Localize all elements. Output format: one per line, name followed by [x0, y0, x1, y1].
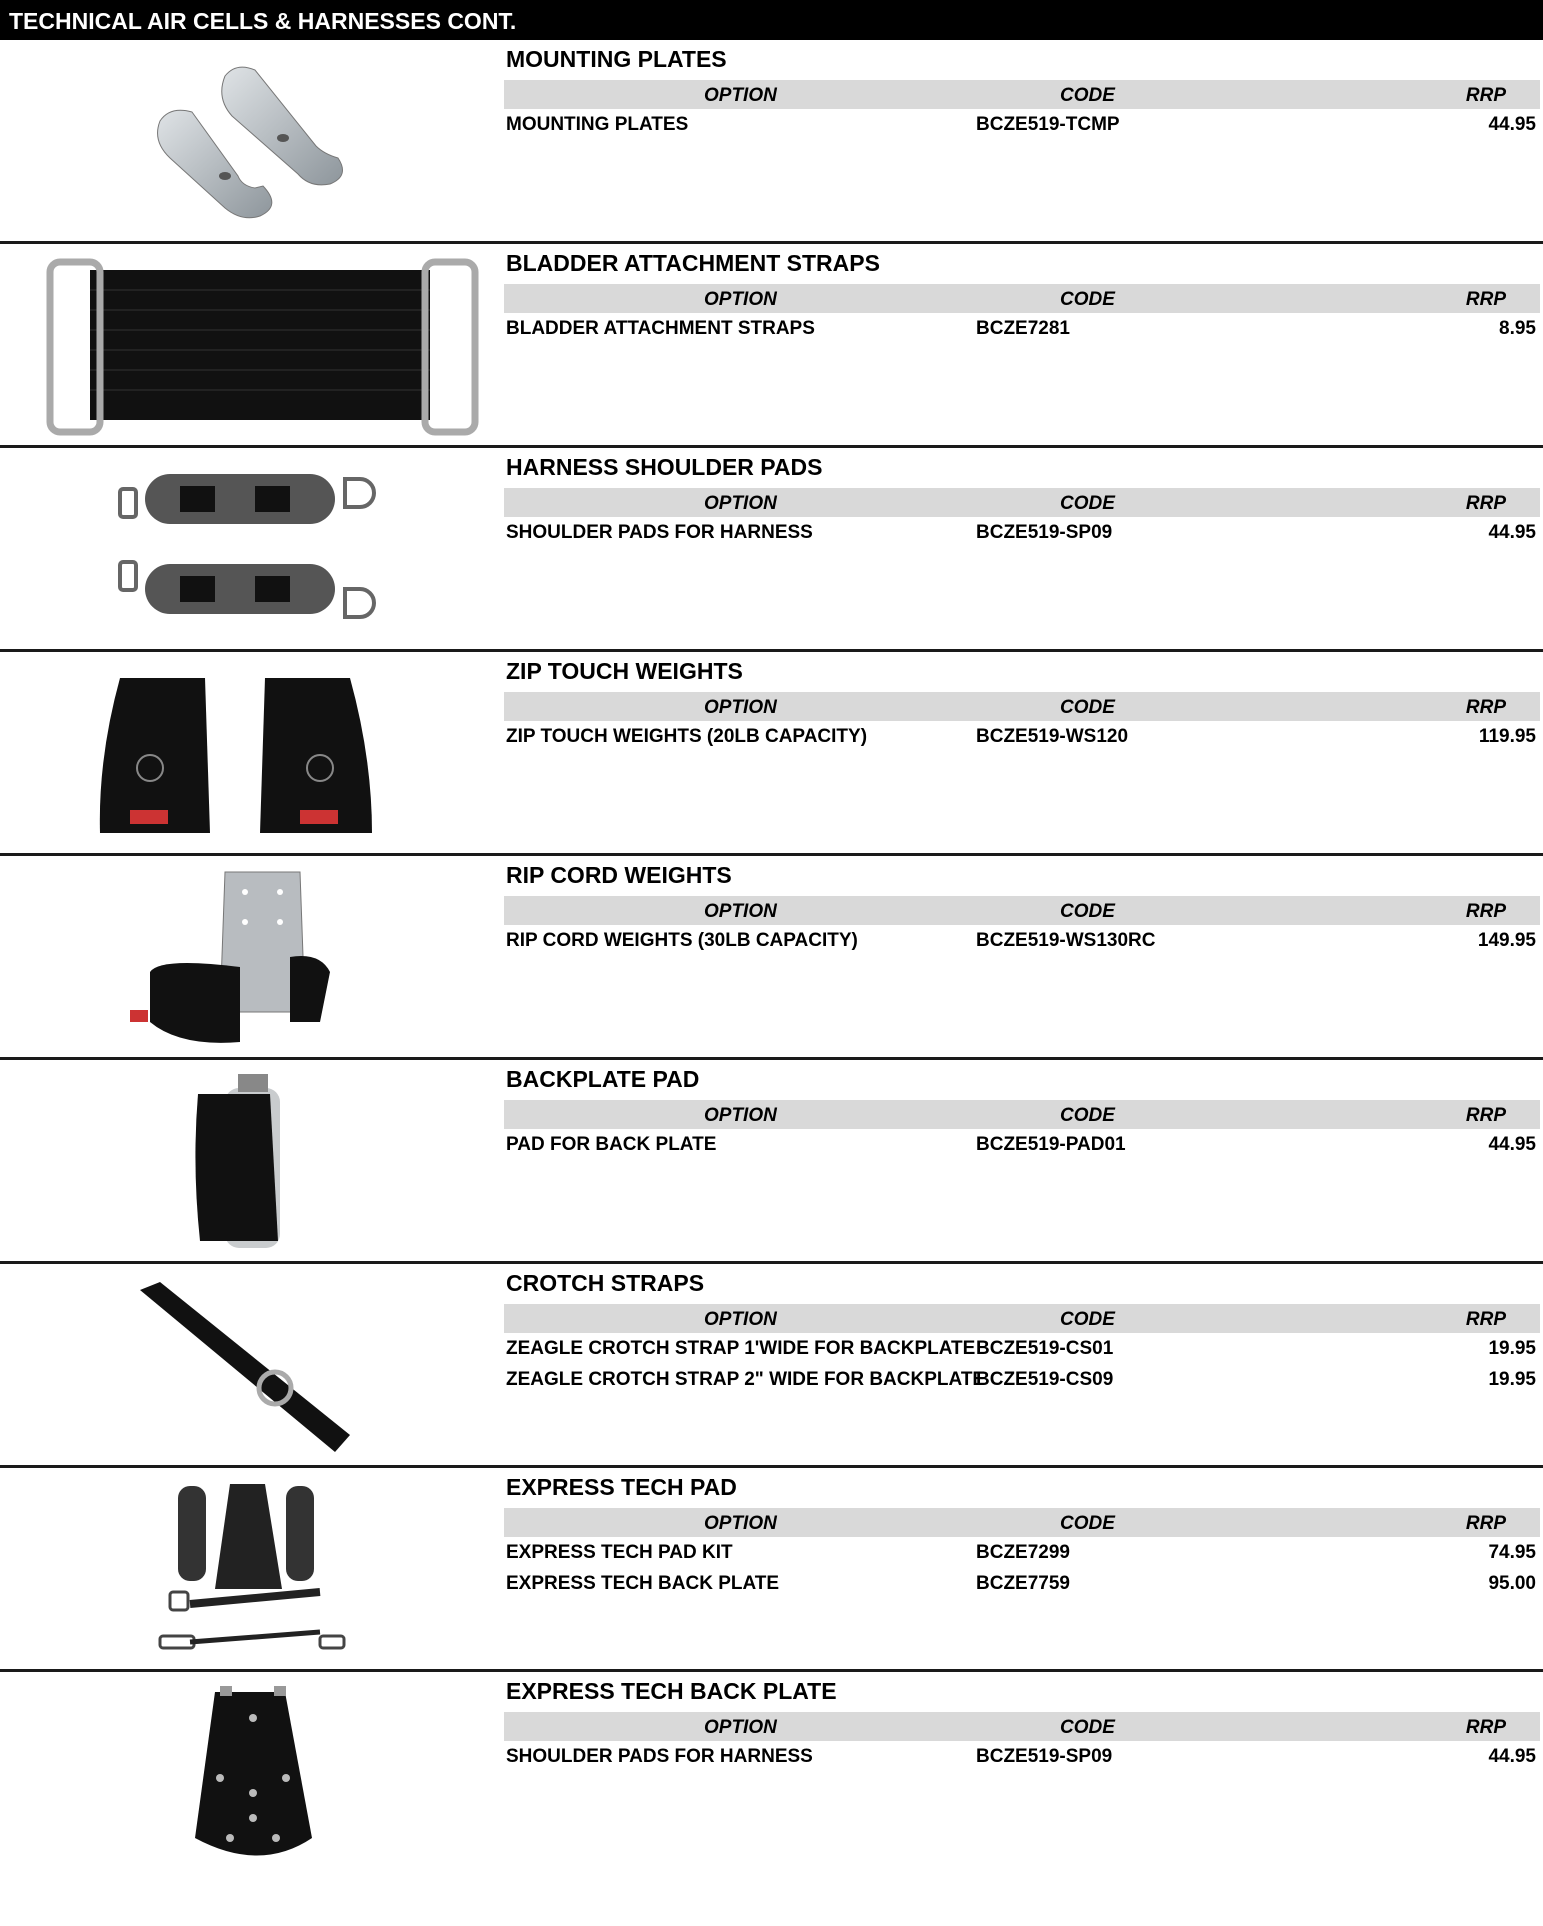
- option-header: OPTION: [704, 85, 777, 106]
- table-row: [504, 721, 1540, 752]
- section-title: BACKPLATE PAD: [506, 1066, 700, 1092]
- code-cell: BCZE519-SP09: [976, 522, 1113, 543]
- section-title: EXPRESS TECH BACK PLATE: [506, 1678, 837, 1704]
- option-header: OPTION: [704, 1309, 777, 1330]
- price-table: [504, 1304, 1540, 1395]
- option-cell: BLADDER ATTACHMENT STRAPS: [506, 318, 815, 339]
- rrp-header: RRP: [1465, 1513, 1506, 1534]
- rrp-cell: 8.95: [1499, 318, 1536, 339]
- price-table: [504, 1712, 1540, 1772]
- mounting-plates-photo: [20, 46, 490, 236]
- table-header: [504, 1508, 1540, 1537]
- table-row: [504, 1333, 1540, 1364]
- option-cell: EXPRESS TECH PAD KIT: [506, 1542, 733, 1563]
- table-row: [504, 1129, 1540, 1160]
- code-cell: BCZE519-CS01: [976, 1338, 1114, 1359]
- table-row: [504, 109, 1540, 140]
- rrp-header: RRP: [1465, 493, 1506, 514]
- code-header: CODE: [1060, 697, 1115, 718]
- rrp-cell: 44.95: [1488, 114, 1536, 135]
- rrp-header: RRP: [1465, 697, 1506, 718]
- price-table: [504, 488, 1540, 548]
- rrp-header: RRP: [1465, 289, 1506, 310]
- code-header: CODE: [1060, 1513, 1115, 1534]
- express-tech-pad-photo: [20, 1474, 490, 1664]
- rrp-cell: 19.95: [1488, 1369, 1536, 1390]
- rrp-header: RRP: [1465, 1309, 1506, 1330]
- shoulder-pads-photo: [20, 454, 490, 644]
- option-cell: RIP CORD WEIGHTS (30LB CAPACITY): [506, 930, 858, 951]
- product-section-zip-touch-weights: [0, 652, 1543, 856]
- code-header: CODE: [1060, 1717, 1115, 1738]
- table-header: [504, 1304, 1540, 1333]
- crotch-strap-photo: [20, 1270, 490, 1460]
- option-header: OPTION: [704, 697, 777, 718]
- rrp-cell: 44.95: [1488, 522, 1536, 543]
- option-header: OPTION: [704, 901, 777, 922]
- product-section-mounting-plates: [0, 40, 1543, 244]
- code-header: CODE: [1060, 289, 1115, 310]
- rrp-cell: 95.00: [1488, 1573, 1536, 1594]
- price-table: [504, 692, 1540, 752]
- code-header: CODE: [1060, 85, 1115, 106]
- option-cell: ZEAGLE CROTCH STRAP 2" WIDE FOR BACKPLATE: [506, 1369, 986, 1390]
- product-section-express-tech-back-plate: [0, 1672, 1543, 1876]
- section-title: ZIP TOUCH WEIGHTS: [506, 658, 743, 684]
- table-header: [504, 488, 1540, 517]
- section-title: CROTCH STRAPS: [506, 1270, 705, 1296]
- rrp-cell: 44.95: [1488, 1134, 1536, 1155]
- option-header: OPTION: [704, 493, 777, 514]
- code-header: CODE: [1060, 1105, 1115, 1126]
- code-cell: BCZE519-PAD01: [976, 1134, 1126, 1155]
- product-section-bladder-attachment-straps: [0, 244, 1543, 448]
- code-cell: BCZE519-WS120: [976, 726, 1129, 747]
- code-cell: BCZE519-CS09: [976, 1369, 1114, 1390]
- table-row: [504, 1364, 1540, 1395]
- table-header: [504, 896, 1540, 925]
- section-title: MOUNTING PLATES: [506, 46, 727, 72]
- product-section-crotch-straps: [0, 1264, 1543, 1468]
- bladder-straps-photo: [20, 250, 490, 440]
- option-cell: MOUNTING PLATES: [506, 114, 689, 135]
- section-title: EXPRESS TECH PAD: [506, 1474, 737, 1500]
- zip-touch-weights-photo: [20, 658, 490, 848]
- table-row: [504, 1568, 1540, 1599]
- table-header: [504, 1100, 1540, 1129]
- rrp-cell: 19.95: [1488, 1338, 1536, 1359]
- rrp-header: RRP: [1465, 85, 1506, 106]
- product-section-backplate-pad: [0, 1060, 1543, 1264]
- code-cell: BCZE519-TCMP: [976, 114, 1120, 135]
- product-section-express-tech-pad: [0, 1468, 1543, 1672]
- price-table: [504, 1508, 1540, 1599]
- option-header: OPTION: [704, 1717, 777, 1738]
- table-header: [504, 80, 1540, 109]
- table-row: [504, 925, 1540, 956]
- code-cell: BCZE7281: [976, 318, 1070, 339]
- rrp-cell: 44.95: [1488, 1746, 1536, 1767]
- table-row: [504, 1741, 1540, 1772]
- price-table: [504, 80, 1540, 140]
- code-cell: BCZE7299: [976, 1542, 1070, 1563]
- backplate-pad-photo: [20, 1066, 490, 1256]
- price-table: [504, 896, 1540, 956]
- code-cell: BCZE519-SP09: [976, 1746, 1113, 1767]
- rrp-cell: 119.95: [1478, 726, 1536, 747]
- price-table: [504, 284, 1540, 344]
- rip-cord-weights-photo: [20, 862, 490, 1052]
- code-cell: BCZE7759: [976, 1573, 1070, 1594]
- price-table: [504, 1100, 1540, 1160]
- option-cell: ZEAGLE CROTCH STRAP 1'WIDE FOR BACKPLATE: [506, 1338, 976, 1359]
- option-header: OPTION: [704, 1513, 777, 1534]
- code-header: CODE: [1060, 1309, 1115, 1330]
- table-header: [504, 284, 1540, 313]
- product-section-rip-cord-weights: [0, 856, 1543, 1060]
- table-row: [504, 313, 1540, 344]
- code-header: CODE: [1060, 901, 1115, 922]
- table-header: [504, 692, 1540, 721]
- option-cell: ZIP TOUCH WEIGHTS (20LB CAPACITY): [506, 726, 868, 747]
- option-cell: EXPRESS TECH BACK PLATE: [506, 1573, 780, 1594]
- code-header: CODE: [1060, 493, 1115, 514]
- page-header: [0, 0, 1543, 40]
- rrp-header: RRP: [1465, 1105, 1506, 1126]
- rrp-header: RRP: [1465, 1717, 1506, 1738]
- option-cell: SHOULDER PADS FOR HARNESS: [506, 522, 813, 543]
- section-title: BLADDER ATTACHMENT STRAPS: [506, 250, 880, 276]
- table-row: [504, 1537, 1540, 1568]
- section-title: RIP CORD WEIGHTS: [506, 862, 732, 888]
- option-header: OPTION: [704, 289, 777, 310]
- page-title: TECHNICAL AIR CELLS & HARNESSES CONT.: [9, 8, 517, 34]
- express-tech-back-plate-photo: [20, 1678, 490, 1868]
- rrp-header: RRP: [1465, 901, 1506, 922]
- option-cell: SHOULDER PADS FOR HARNESS: [506, 1746, 813, 1767]
- rrp-cell: 149.95: [1477, 930, 1536, 951]
- option-header: OPTION: [704, 1105, 777, 1126]
- table-header: [504, 1712, 1540, 1741]
- table-row: [504, 517, 1540, 548]
- code-cell: BCZE519-WS130RC: [976, 930, 1156, 951]
- rrp-cell: 74.95: [1488, 1542, 1536, 1563]
- option-cell: PAD FOR BACK PLATE: [506, 1134, 717, 1155]
- product-section-harness-shoulder-pads: [0, 448, 1543, 652]
- section-title: HARNESS SHOULDER PADS: [506, 454, 823, 480]
